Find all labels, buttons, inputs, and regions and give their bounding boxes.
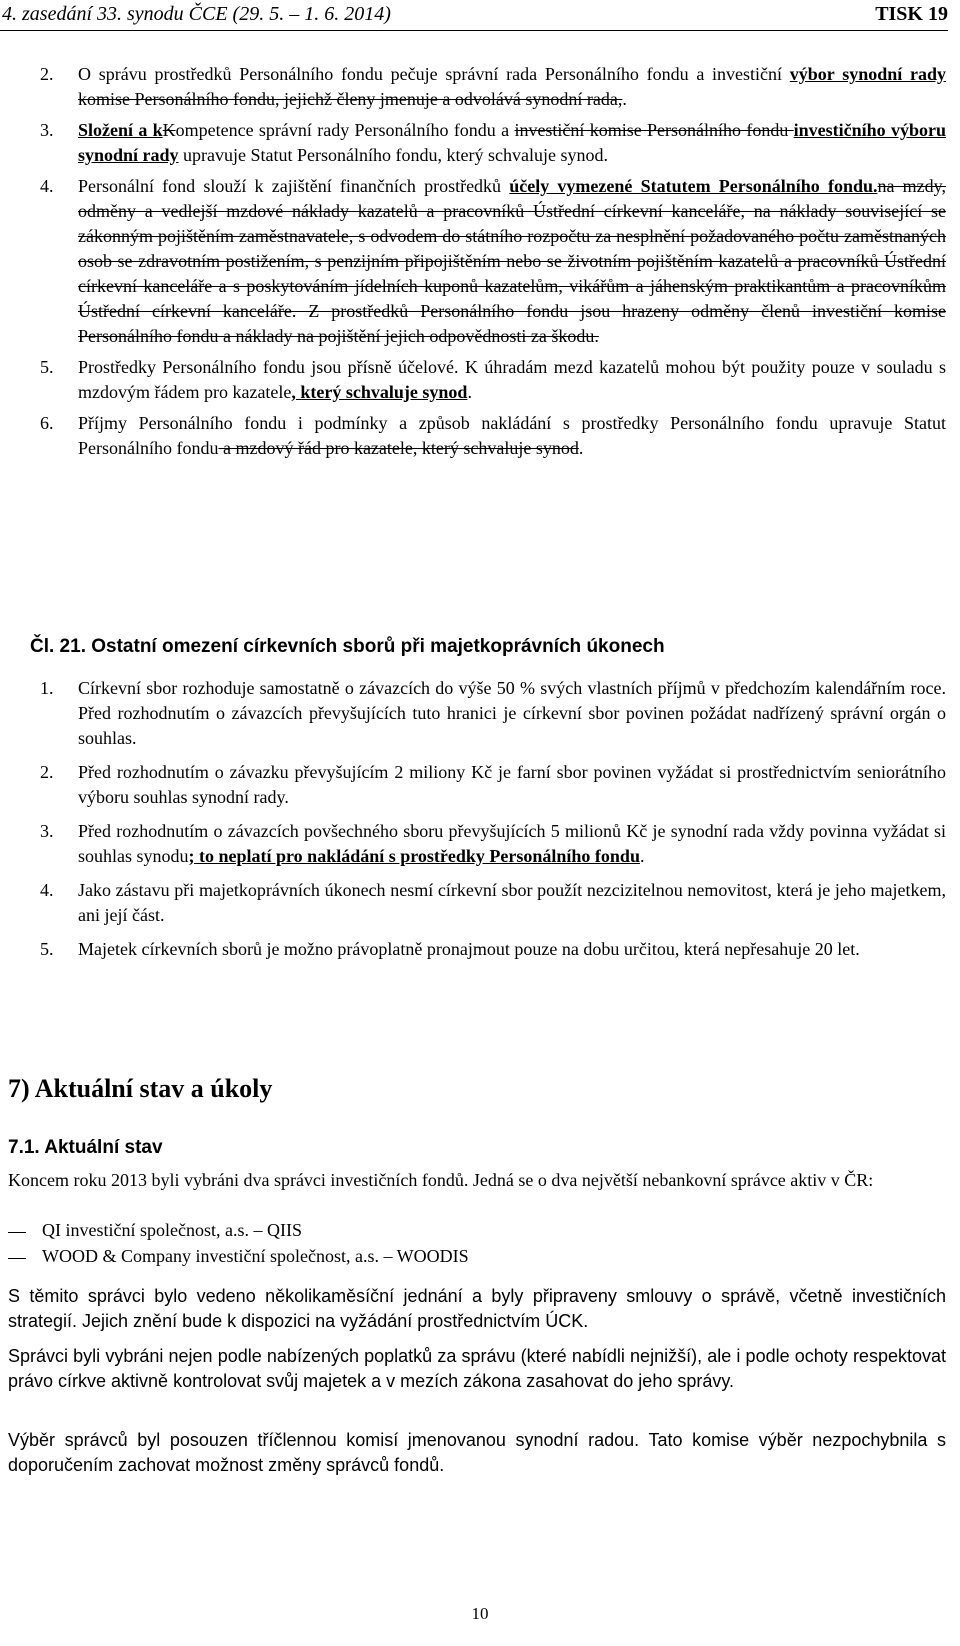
page-number: 10	[471, 1604, 489, 1623]
item-text: O správu prostředků Personálního fondu pečuje správní rada Personálního fondu a investiční	[78, 64, 790, 84]
fund-items-list	[30, 62, 946, 461]
section-7-heading: 7) Aktuální stav a úkoly	[8, 1074, 273, 1103]
item-number: 1.	[40, 678, 54, 698]
list-item	[30, 676, 946, 751]
article-21-heading: Čl. 21. Ostatní omezení církevních sborů při majetkoprávních úkonech	[30, 636, 665, 657]
item-text: Majetek církevních sborů je možno právoplatně pronajmout pouze na dobu určitou, která nepřesahuje 20 let.	[78, 939, 860, 959]
list-item	[30, 355, 946, 405]
bullet-text: WOOD & Company investiční společnost, a.s. – WOODIS	[42, 1246, 469, 1266]
item-text: Příjmy Personálního fondu i podmínky a způsob nakládání s prostředky Personálního fondu upravuje Statut Personálního fondu	[78, 413, 946, 458]
item-number: 4.	[40, 176, 54, 196]
paragraph: S těmito správci bylo vedeno několikaměsíční jednání a byly připraveny smlouvy o správě, včetně investičních strategií. Jejich znění bude k dispozici na vyžádání prostřednictvím ÚCK.	[8, 1286, 946, 1331]
item-number: 4.	[40, 880, 54, 900]
item-text: Před rozhodnutím o závazku převyšujícím 2 miliony Kč je farní sbor povinen vyžádat si prostřednictvím seniorátního výboru souhlas synodní rady.	[78, 762, 946, 807]
dash-bullet-icon	[8, 1232, 26, 1233]
inserted-text: ; to neplatí pro nakládání s prostředky Personálního fondu	[188, 846, 640, 866]
inserted-text: , který schvaluje synod	[291, 382, 468, 402]
deleted-text: komise Personálního fondu, jejichž členy jmenuje a odvolává synodní rada,	[78, 89, 623, 109]
item-text: .	[639, 846, 645, 866]
item-text: .	[622, 89, 627, 109]
item-text: Jako zástavu při majetkoprávních úkonech nesmí církevní sbor použít nezcizitelnou nemovitost, která je jeho majetkem, ani její část.	[78, 880, 946, 925]
item-text: Prostředky Personálního fondu jsou přísně účelové. K úhradám mezd kazatelů mohou být použity pouze v souladu s mzdovým řádem pro kazatele	[78, 357, 946, 402]
deleted-text: K	[162, 120, 176, 140]
list-item	[30, 174, 946, 349]
item-text: .	[467, 382, 472, 402]
dash-bullet-icon	[8, 1258, 26, 1259]
item-text: ompetence správní rady Personálního fondu a	[175, 120, 515, 140]
deleted-text: na mzdy, odměny a vedlejší mzdové náklady kazatelů a pracovníků Ústřední církevní kanceláře, na náklady související se zákonným pojištěním zaměstnavatele, s odvodem do státního rozpočtu za nesplnění požadovaného počtu zaměstnaných osob se zdravotním postižením, s penzijním připojištěním nebo se životním pojištěním kazatelů a pracovníků Ústřední církevní kanceláře a s poskytováním jídelních kuponů kazatelům, vikářům a jáhenským praktikantům a pracovníkům Ústřední církevní kanceláře. Z prostředků Personálního fondu jsou hrazeny odměny členů investiční komise Personálního fondu a náklady na pojištění jejich odpovědnosti za škodu.	[78, 176, 947, 346]
item-text: upravuje Statut Personálního fondu, který schvaluje synod.	[178, 145, 608, 165]
list-item	[30, 411, 946, 461]
deleted-text: investiční komise Personálního fondu	[514, 120, 794, 140]
list-item	[30, 878, 946, 928]
item-text: Církevní sbor rozhoduje samostatně o závazcích do výše 50 % svých vlastních příjmů v předchozím kalendářním roce. Před rozhodnutím o závazcích převyšujících tuto hranici je církevní sbor povinen požádat nadřízený správní orgán o souhlas.	[78, 678, 946, 748]
inserted-text: Složení a k	[78, 120, 163, 140]
inserted-text: investičního výboru synodní rady	[78, 120, 947, 165]
paragraph: Koncem roku 2013 byli vybráni dva správci investičních fondů. Jedná se o dva největší nebankovní správce aktiv v ČR:	[8, 1170, 874, 1190]
paragraph: Výběr správců byl posouzen tříčlennou komisí jmenovanou synodní radou. Tato komise výběr nezpochybnila s doporučením zachovat možnost změny správců fondů.	[8, 1430, 946, 1475]
inserted-text: výbor synodní rady	[789, 64, 946, 84]
item-number: 3.	[40, 120, 54, 140]
page-header	[0, 0, 948, 30]
item-number: 5.	[40, 939, 54, 959]
item-text: .	[578, 438, 584, 458]
list-item	[30, 760, 946, 810]
item-number: 6.	[40, 413, 54, 433]
inserted-text: účely vymezené Statutem Personálního fondu.	[509, 176, 878, 196]
section-7-1-heading: 7.1. Aktuální stav	[8, 1137, 163, 1158]
header-session: 4. zasedání 33. synodu ČCE (29. 5. – 1. 6. 2014)	[2, 3, 391, 25]
list-item	[30, 62, 946, 112]
list-item	[30, 819, 946, 869]
article-21-list	[30, 676, 946, 962]
item-text: Před rozhodnutím o závazcích povšechného sboru převyšujících 5 milionů Kč je synodní rada vždy povinna vyžádat si souhlas synodu	[78, 821, 946, 866]
paragraph: Správci byli vybráni nejen podle nabízených poplatků za správu (které nabídli nejnižší), ale i podle ochoty respektovat právo církve aktivně kontrolovat svůj majetek a v mezích zákona zasahovat do jeho správy.	[8, 1346, 946, 1391]
list-item	[30, 118, 946, 168]
bullet-text: QI investiční společnost, a.s. – QIIS	[42, 1220, 302, 1240]
item-number: 3.	[40, 821, 54, 841]
deleted-text: a mzdový řád pro kazatele, který schvaluje synod	[218, 438, 579, 458]
item-number: 5.	[40, 357, 54, 377]
item-number: 2.	[40, 64, 54, 84]
header-print-number: TISK 19	[875, 3, 948, 25]
list-item	[30, 937, 946, 962]
item-text: Personální fond slouží k zajištění finančních prostředků	[78, 176, 510, 196]
item-number: 2.	[40, 762, 54, 782]
header-rule	[0, 30, 948, 31]
